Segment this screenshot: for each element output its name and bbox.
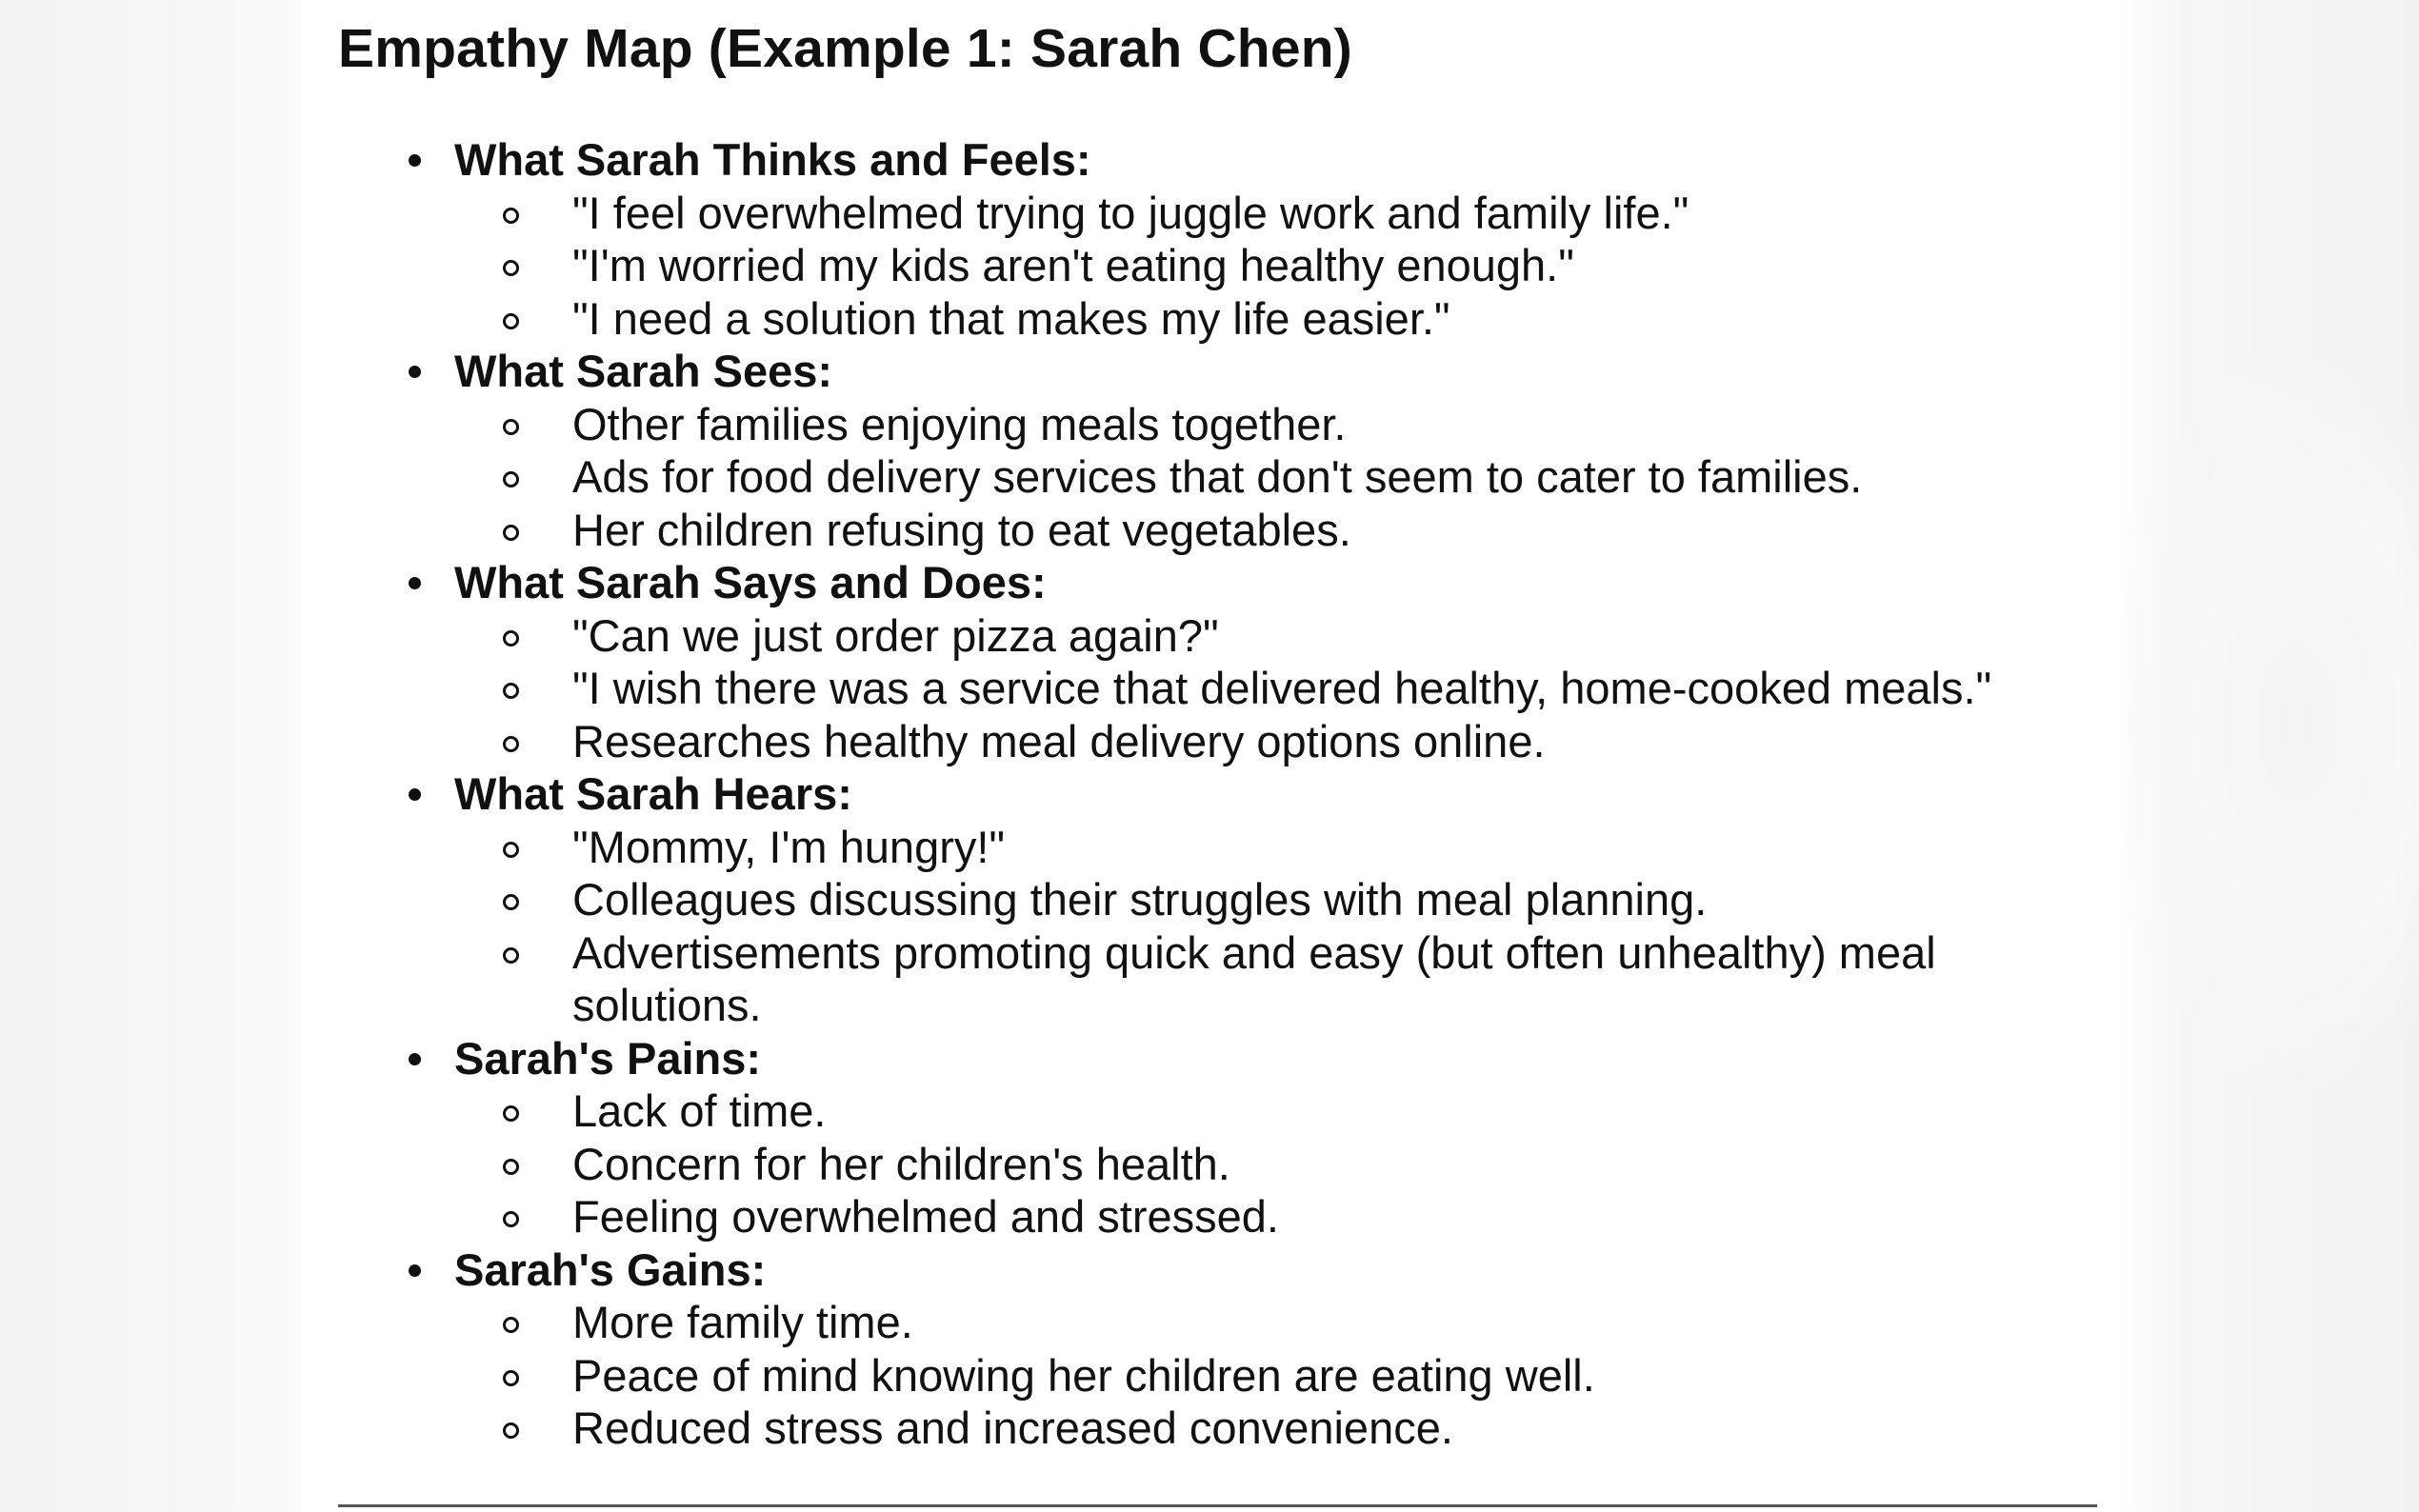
list-item: "I'm worried my kids aren't eating healthy enough."	[572, 239, 2039, 292]
list-item: "I feel overwhelmed trying to juggle work and family life."	[572, 187, 2039, 240]
list-item: More family time.	[572, 1296, 2039, 1349]
list-item: Concern for her children's health.	[572, 1138, 2039, 1191]
section-heading: What Sarah Sees:	[454, 346, 833, 396]
section-items	[454, 609, 2097, 768]
section-items	[454, 398, 2097, 557]
section-items	[454, 187, 2097, 346]
section-items	[454, 1296, 2097, 1455]
list-item: "I wish there was a service that delivered healthy, home-cooked meals."	[572, 662, 2039, 715]
section-heading: Sarah's Pains:	[454, 1032, 762, 1084]
list-item: Researches healthy meal delivery options online.	[572, 715, 2039, 768]
list-item: Feeling overwhelmed and stressed.	[572, 1190, 2039, 1243]
list-item: "I need a solution that makes my life easier."	[572, 292, 2039, 346]
section-gains	[335, 1243, 2097, 1455]
list-item: Colleagues discussing their struggles with meal planning.	[572, 873, 2039, 926]
section-pains	[335, 1032, 2097, 1243]
section-heading: What Sarah Says and Does:	[454, 557, 1047, 607]
section-heading: What Sarah Thinks and Feels:	[454, 134, 1091, 185]
list-item: "Mommy, I'm hungry!"	[572, 821, 2039, 874]
list-item: Her children refusing to eat vegetables.	[572, 504, 2039, 557]
section-heading: What Sarah Hears:	[454, 768, 852, 819]
list-item: "Can we just order pizza again?"	[572, 609, 2039, 663]
section-says-does	[335, 556, 2097, 767]
section-thinks-feels	[335, 133, 2097, 345]
list-item: Reduced stress and increased convenience.	[572, 1402, 2039, 1455]
section-items	[454, 821, 2097, 1032]
section-sees	[335, 345, 2097, 556]
list-item: Other families enjoying meals together.	[572, 398, 2039, 451]
page-title: Empathy Map (Example 1: Sarah Chen)	[338, 18, 1352, 79]
list-item: Ads for food delivery services that don't seem to cater to families.	[572, 450, 2039, 504]
background-shade	[2114, 362, 2419, 1085]
section-hears	[335, 767, 2097, 1032]
section-heading: Sarah's Gains:	[454, 1243, 767, 1295]
list-item: Peace of mind knowing her children are eating well.	[572, 1349, 2039, 1403]
section-items	[454, 1084, 2097, 1243]
list-item: Advertisements promoting quick and easy (but often unhealthy) meal solutions.	[572, 926, 2039, 1032]
empathy-map-list	[335, 133, 2097, 1455]
horizontal-rule	[338, 1504, 2097, 1507]
list-item: Lack of time.	[572, 1084, 2039, 1138]
